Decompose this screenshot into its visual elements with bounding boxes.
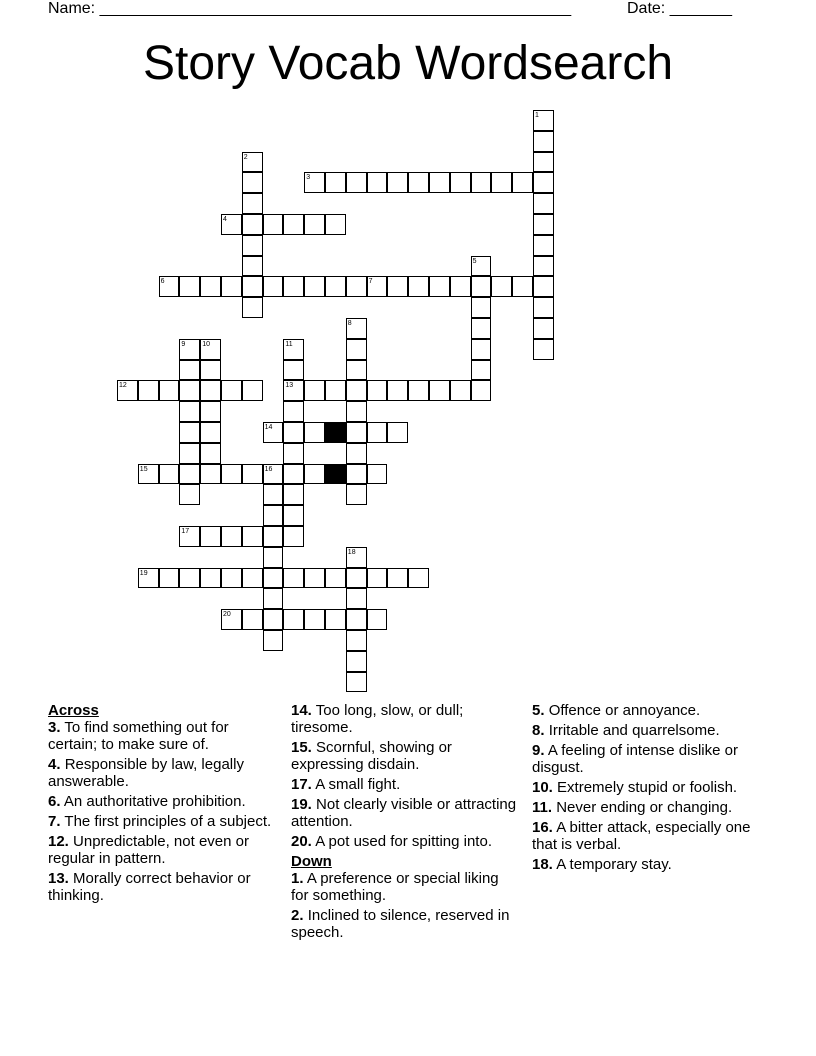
grid-cell[interactable]: [179, 380, 200, 401]
grid-cell[interactable]: [346, 360, 367, 381]
grid-cell[interactable]: [179, 443, 200, 464]
grid-cell[interactable]: [304, 214, 325, 235]
clue-across-3: 3. To find something out for certain; to make sure of.: [48, 719, 229, 753]
clue-number: 11: [285, 340, 293, 348]
grid-cell[interactable]: [283, 339, 304, 360]
clue-number: 4: [223, 216, 227, 223]
clue-number: 9: [181, 340, 186, 348]
grid-cell[interactable]: [367, 276, 388, 297]
grid-cell[interactable]: [346, 380, 367, 401]
clue-across-12: 12. Unpredictable, not even or regular in pattern.: [48, 833, 249, 867]
grid-cell[interactable]: [533, 110, 554, 131]
grid-cell[interactable]: [471, 297, 492, 318]
grid-cell[interactable]: [179, 360, 200, 381]
grid-cell[interactable]: [429, 380, 450, 401]
grid-cell[interactable]: [263, 484, 284, 505]
grid-cell[interactable]: [471, 318, 492, 339]
grid-cell[interactable]: [325, 276, 346, 297]
clue-number: 17: [181, 528, 190, 535]
grid-cell[interactable]: [263, 547, 284, 568]
grid-cell[interactable]: [221, 276, 242, 297]
grid-cell[interactable]: [471, 380, 492, 401]
clue-across-6: 6. An authoritative prohibition.: [48, 793, 246, 810]
grid-cell[interactable]: [346, 609, 367, 630]
grid-cell[interactable]: [325, 380, 346, 401]
grid-cell[interactable]: [533, 339, 554, 360]
grid-cell[interactable]: [200, 339, 221, 360]
grid-cell[interactable]: [387, 422, 408, 443]
date-field-label: Date: _______: [627, 0, 732, 17]
grid-cell[interactable]: [242, 609, 263, 630]
clue-down-9: 9. A feeling of intense dislike or disgust.: [532, 742, 738, 776]
grid-cell[interactable]: [533, 193, 554, 214]
grid-cell[interactable]: [200, 380, 221, 401]
grid-cell[interactable]: [283, 505, 304, 526]
down-heading: Down: [291, 853, 332, 870]
grid-cell[interactable]: [325, 609, 346, 630]
grid-cell[interactable]: [263, 464, 284, 485]
grid-cell[interactable]: [491, 276, 512, 297]
grid-cell[interactable]: [367, 380, 388, 401]
grid-cell[interactable]: [450, 172, 471, 193]
grid-cell[interactable]: [387, 172, 408, 193]
grid-cell[interactable]: [346, 588, 367, 609]
clue-number: 15: [139, 465, 148, 473]
across-heading: Across: [48, 702, 99, 719]
grid-cell[interactable]: [346, 318, 367, 339]
grid-cell[interactable]: [408, 568, 429, 589]
grid-cell[interactable]: [179, 568, 200, 589]
grid-cell[interactable]: [283, 484, 304, 505]
grid-cell[interactable]: [346, 672, 367, 693]
grid-cell[interactable]: [242, 297, 263, 318]
grid-cell[interactable]: [346, 172, 367, 193]
grid-cell[interactable]: [283, 443, 304, 464]
grid-cell[interactable]: [304, 380, 325, 401]
grid-cell[interactable]: [200, 526, 221, 547]
grid-cell[interactable]: [138, 380, 159, 401]
clue-across-19: 19. Not clearly visible or attracting attention.: [291, 796, 517, 830]
clue-number: 12: [119, 382, 127, 390]
grid-cell[interactable]: [242, 152, 263, 173]
grid-cell[interactable]: [283, 422, 304, 443]
grid-cell[interactable]: [221, 568, 242, 589]
clue-number: 20: [223, 611, 231, 619]
grid-cell[interactable]: [242, 235, 263, 256]
clue-number: 10: [202, 340, 210, 348]
grid-cell[interactable]: [283, 568, 304, 589]
grid-cell[interactable]: [242, 172, 263, 193]
clue-number: 1: [535, 112, 539, 119]
clue-across-4: 4. Responsible by law, legally answerable.: [48, 756, 244, 790]
grid-cell[interactable]: [242, 193, 263, 214]
grid-cell[interactable]: [263, 276, 284, 297]
grid-cell[interactable]: [533, 172, 554, 193]
grid-cell[interactable]: [200, 464, 221, 485]
grid-cell[interactable]: [471, 360, 492, 381]
grid-cell[interactable]: [221, 526, 242, 547]
grid-cell[interactable]: [200, 443, 221, 464]
grid-cell[interactable]: [179, 339, 200, 360]
clue-down-5: 5. Offence or annoyance.: [532, 702, 701, 719]
grid-cell[interactable]: [159, 568, 180, 589]
clue-number: 13: [285, 382, 294, 390]
grid-cell[interactable]: [263, 588, 284, 609]
grid-cell[interactable]: [179, 526, 200, 547]
grid-cell[interactable]: [283, 380, 304, 401]
black-cell: [325, 464, 346, 485]
clue-down-1: 1. A preference or special liking for something.: [291, 870, 499, 904]
grid-cell[interactable]: [304, 276, 325, 297]
grid-cell[interactable]: [283, 276, 304, 297]
grid-cell[interactable]: [159, 380, 180, 401]
grid-cell[interactable]: [346, 339, 367, 360]
grid-cell[interactable]: [179, 484, 200, 505]
grid-cell[interactable]: [283, 526, 304, 547]
grid-cell[interactable]: [471, 276, 492, 297]
grid-cell[interactable]: [304, 609, 325, 630]
grid-cell[interactable]: [471, 172, 492, 193]
grid-cell[interactable]: [159, 276, 180, 297]
grid-cell[interactable]: [325, 568, 346, 589]
grid-cell[interactable]: [304, 568, 325, 589]
clue-number: 19: [139, 569, 148, 577]
grid-cell[interactable]: [429, 276, 450, 297]
clues-column-1: [48, 702, 276, 907]
grid-cell[interactable]: [159, 464, 180, 485]
grid-cell[interactable]: [346, 422, 367, 443]
clue-down-18: 18. A temporary stay.: [532, 856, 672, 873]
black-cell: [325, 422, 346, 443]
grid-cell[interactable]: [450, 380, 471, 401]
grid-cell[interactable]: [283, 360, 304, 381]
clue-number: 14: [264, 424, 273, 431]
grid-cell[interactable]: [242, 256, 263, 277]
grid-cell[interactable]: [533, 131, 554, 152]
grid-cell[interactable]: [325, 172, 346, 193]
grid-cell[interactable]: [304, 464, 325, 485]
grid-cell[interactable]: [263, 214, 284, 235]
clue-number: 16: [264, 465, 273, 473]
grid-cell[interactable]: [533, 214, 554, 235]
grid-cell[interactable]: [387, 380, 408, 401]
grid-cell[interactable]: [263, 568, 284, 589]
grid-cell[interactable]: [200, 401, 221, 422]
grid-cell[interactable]: [200, 360, 221, 381]
clue-number: 18: [347, 548, 356, 556]
clue-across-7: 7. The first principles of a subject.: [48, 813, 272, 830]
grid-cell[interactable]: [346, 443, 367, 464]
grid-cell[interactable]: [117, 380, 138, 401]
grid-cell[interactable]: [346, 401, 367, 422]
grid-cell[interactable]: [179, 276, 200, 297]
grid-cell[interactable]: [408, 276, 429, 297]
clue-down-11: 11. Never ending or changing.: [532, 799, 733, 816]
grid-cell[interactable]: [533, 297, 554, 318]
grid-cell[interactable]: [471, 256, 492, 277]
grid-cell[interactable]: [221, 380, 242, 401]
grid-cell[interactable]: [408, 172, 429, 193]
grid-cell[interactable]: [533, 235, 554, 256]
clue-number: 6: [160, 278, 165, 286]
grid-cell[interactable]: [263, 422, 284, 443]
grid-cell[interactable]: [491, 172, 512, 193]
grid-cell[interactable]: [200, 422, 221, 443]
grid-cell[interactable]: [242, 526, 263, 547]
grid-cell[interactable]: [221, 464, 242, 485]
grid-cell[interactable]: [533, 152, 554, 173]
grid-cell[interactable]: [346, 464, 367, 485]
clue-down-2: 2. Inclined to silence, reserved in speech.: [291, 907, 510, 941]
grid-cell[interactable]: [512, 172, 533, 193]
grid-cell[interactable]: [533, 318, 554, 339]
clues-column-2: [291, 702, 519, 944]
grid-cell[interactable]: [346, 630, 367, 651]
grid-cell[interactable]: [242, 214, 263, 235]
clues-column-3: [532, 702, 760, 876]
grid-cell[interactable]: [263, 609, 284, 630]
grid-cell[interactable]: [533, 276, 554, 297]
grid-cell[interactable]: [346, 547, 367, 568]
clue-down-8: 8. Irritable and quarrelsome.: [532, 722, 720, 739]
grid-cell[interactable]: [450, 276, 471, 297]
grid-cell[interactable]: [263, 526, 284, 547]
grid-cell[interactable]: [429, 172, 450, 193]
grid-cell[interactable]: [367, 464, 388, 485]
grid-cell[interactable]: [346, 568, 367, 589]
grid-cell[interactable]: [471, 339, 492, 360]
grid-cell[interactable]: [263, 630, 284, 651]
grid-cell[interactable]: [242, 568, 263, 589]
grid-cell[interactable]: [263, 505, 284, 526]
clue-across-14: 14. Too long, slow, or dull; tiresome.: [291, 702, 464, 736]
grid-cell[interactable]: [179, 422, 200, 443]
grid-cell[interactable]: [304, 422, 325, 443]
grid-cell[interactable]: [200, 568, 221, 589]
page-title: Story Vocab Wordsearch: [142, 37, 674, 90]
clue-across-13: 13. Morally correct behavior or thinking.: [48, 870, 251, 904]
grid-cell[interactable]: [533, 256, 554, 277]
clue-across-17: 17. A small fight.: [291, 776, 401, 793]
grid-cell[interactable]: [283, 401, 304, 422]
clue-number: 2: [243, 153, 248, 161]
grid-cell[interactable]: [408, 380, 429, 401]
grid-cell[interactable]: [179, 464, 200, 485]
grid-cell[interactable]: [242, 380, 263, 401]
grid-cell[interactable]: [346, 651, 367, 672]
grid-cell[interactable]: [283, 214, 304, 235]
grid-cell[interactable]: [346, 484, 367, 505]
grid-cell[interactable]: [179, 401, 200, 422]
grid-cell[interactable]: [367, 568, 388, 589]
grid-cell[interactable]: [242, 276, 263, 297]
grid-cell[interactable]: [387, 276, 408, 297]
clue-across-15: 15. Scornful, showing or expressing disdain.: [291, 739, 452, 773]
clue-number: 5: [472, 257, 477, 265]
clue-down-10: 10. Extremely stupid or foolish.: [532, 779, 738, 796]
grid-cell[interactable]: [304, 172, 325, 193]
grid-cell[interactable]: [221, 214, 242, 235]
grid-cell[interactable]: [138, 464, 159, 485]
clue-across-20: 20. A pot used for spitting into.: [291, 833, 492, 850]
clue-number: 7: [368, 278, 373, 286]
grid-cell[interactable]: [367, 422, 388, 443]
clue-number: 8: [347, 320, 352, 327]
grid-cell[interactable]: [512, 276, 533, 297]
grid-cell[interactable]: [367, 609, 388, 630]
grid-cell[interactable]: [346, 276, 367, 297]
grid-cell[interactable]: [387, 568, 408, 589]
grid-cell[interactable]: [283, 609, 304, 630]
name-field-label: Name: _____________________________________________________: [48, 0, 572, 17]
grid-cell[interactable]: [283, 464, 304, 485]
grid-cell[interactable]: [138, 568, 159, 589]
grid-cell[interactable]: [367, 172, 388, 193]
grid-cell[interactable]: [325, 214, 346, 235]
clue-down-16: 16. A bitter attack, especially one that is verbal.: [532, 819, 751, 853]
grid-cell[interactable]: [242, 464, 263, 485]
grid-cell[interactable]: [200, 276, 221, 297]
clue-number: 3: [306, 174, 311, 182]
grid-cell[interactable]: [221, 609, 242, 630]
